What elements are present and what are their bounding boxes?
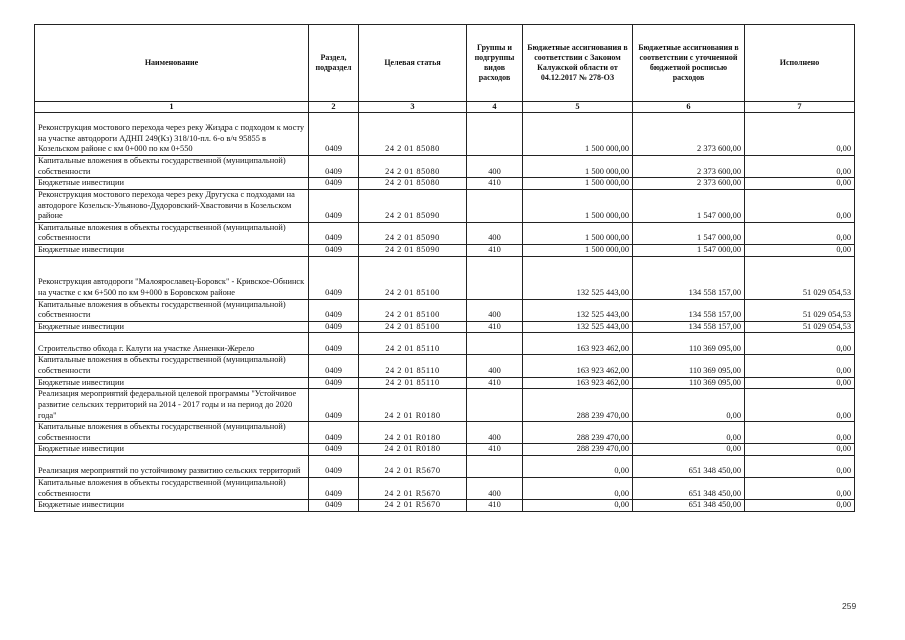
cell-executed: 0,00 (745, 455, 855, 477)
cell-target: 24 2 01 85090 (359, 244, 467, 256)
cell-executed: 0,00 (745, 189, 855, 222)
cell-section: 0409 (309, 244, 359, 256)
cell-law: 288 239 470,00 (523, 444, 633, 456)
cell-name: Реконструкция автодороги "Малоярославец-Боровск" - Кривское-Обнинск на участке с км 6+500 по км 9+000 в Боровском районе (35, 256, 309, 299)
table-row (35, 333, 855, 355)
cell-group: 410 (467, 178, 523, 190)
cell-name: Капитальные вложения в объекты государственной (муниципальной) собственности (35, 477, 309, 499)
cell-name: Капитальные вложения в объекты государственной (муниципальной) собственности (35, 355, 309, 377)
cell-law: 1 500 000,00 (523, 244, 633, 256)
cell-law: 0,00 (523, 455, 633, 477)
cell-group: 400 (467, 156, 523, 178)
cell-executed: 0,00 (745, 113, 855, 156)
cell-target: 24 2 01 85090 (359, 222, 467, 244)
cell-law: 132 525 443,00 (523, 321, 633, 333)
column-number: 2 (309, 102, 359, 113)
cell-section: 0409 (309, 178, 359, 190)
cell-executed: 0,00 (745, 477, 855, 499)
cell-group: 400 (467, 222, 523, 244)
cell-target: 24 2 01 85080 (359, 113, 467, 156)
table-row (35, 377, 855, 389)
cell-name: Строительство обхода г. Калуги на участке Анненки-Жерело (35, 333, 309, 355)
cell-section: 0409 (309, 477, 359, 499)
cell-section: 0409 (309, 156, 359, 178)
cell-revised: 651 348 450,00 (633, 477, 745, 499)
cell-name: Бюджетные инвестиции (35, 321, 309, 333)
cell-revised: 110 369 095,00 (633, 355, 745, 377)
header-expense-groups: Группы и подгруппы видов расходов (467, 25, 523, 102)
table-row (35, 355, 855, 377)
cell-target: 24 2 01 85080 (359, 156, 467, 178)
cell-name: Реконструкция мостового перехода через реку Другуска с подходами на автодороге Козельск-Ульяново-Дудоровский-Хвастовичи в Козельском районе (35, 189, 309, 222)
cell-section: 0409 (309, 256, 359, 299)
cell-target: 24 2 01 85110 (359, 333, 467, 355)
cell-group: 400 (467, 422, 523, 444)
cell-name: Бюджетные инвестиции (35, 444, 309, 456)
cell-executed: 0,00 (745, 333, 855, 355)
cell-group: 410 (467, 444, 523, 456)
header-target-article: Целевая статья (359, 25, 467, 102)
cell-target: 24 2 01 R0180 (359, 444, 467, 456)
cell-law: 132 525 443,00 (523, 256, 633, 299)
cell-section: 0409 (309, 222, 359, 244)
cell-revised: 134 558 157,00 (633, 256, 745, 299)
cell-name: Бюджетные инвестиции (35, 244, 309, 256)
table-row (35, 321, 855, 333)
cell-revised: 2 373 600,00 (633, 178, 745, 190)
cell-group (467, 389, 523, 422)
cell-section: 0409 (309, 500, 359, 512)
cell-section: 0409 (309, 321, 359, 333)
cell-group: 410 (467, 321, 523, 333)
table-row (35, 500, 855, 512)
cell-revised: 110 369 095,00 (633, 377, 745, 389)
cell-target: 24 2 01 85080 (359, 178, 467, 190)
column-number: 6 (633, 102, 745, 113)
cell-target: 24 2 01 85100 (359, 299, 467, 321)
cell-target: 24 2 01 R0180 (359, 389, 467, 422)
cell-target: 24 2 01 R5670 (359, 455, 467, 477)
cell-executed: 51 029 054,53 (745, 256, 855, 299)
cell-law: 1 500 000,00 (523, 178, 633, 190)
cell-executed: 0,00 (745, 222, 855, 244)
cell-executed: 0,00 (745, 389, 855, 422)
cell-target: 24 2 01 R5670 (359, 500, 467, 512)
cell-section: 0409 (309, 444, 359, 456)
table-row (35, 389, 855, 422)
cell-name: Капитальные вложения в объекты государственной (муниципальной) собственности (35, 422, 309, 444)
cell-law: 1 500 000,00 (523, 113, 633, 156)
cell-revised: 2 373 600,00 (633, 113, 745, 156)
cell-revised: 0,00 (633, 444, 745, 456)
cell-name: Реконструкция мостового перехода через реку Жиздра с подходом к мосту на участке автодороги АДНП 249(Кз) 318/10-пл. 6-о в/ч 95855 в Козельском районе с км 0+000 по км 0+550 (35, 113, 309, 156)
header-law-allocations: Бюджетные ассигнования в соответствии с Законом Калужской области от 04.12.2017 № 278-ОЗ (523, 25, 633, 102)
cell-target: 24 2 01 85090 (359, 189, 467, 222)
cell-law: 1 500 000,00 (523, 222, 633, 244)
cell-group: 410 (467, 377, 523, 389)
cell-target: 24 2 01 85100 (359, 321, 467, 333)
cell-name: Реализация мероприятий по устойчивому развитию сельских территорий (35, 455, 309, 477)
cell-revised: 1 547 000,00 (633, 189, 745, 222)
cell-section: 0409 (309, 377, 359, 389)
table-row (35, 422, 855, 444)
cell-law: 1 500 000,00 (523, 189, 633, 222)
cell-target: 24 2 01 R5670 (359, 477, 467, 499)
cell-group: 400 (467, 299, 523, 321)
cell-executed: 51 029 054,53 (745, 299, 855, 321)
cell-target: 24 2 01 85110 (359, 355, 467, 377)
cell-group (467, 189, 523, 222)
cell-name: Бюджетные инвестиции (35, 178, 309, 190)
table-row (35, 444, 855, 456)
cell-section: 0409 (309, 333, 359, 355)
cell-group (467, 113, 523, 156)
cell-group (467, 455, 523, 477)
cell-name: Бюджетные инвестиции (35, 500, 309, 512)
column-number: 5 (523, 102, 633, 113)
header-revised-allocations: Бюджетные ассигнования в соответствии с уточненной бюджетной росписью расходов (633, 25, 745, 102)
cell-revised: 2 373 600,00 (633, 156, 745, 178)
header-section: Раздел, подраздел (309, 25, 359, 102)
cell-group: 400 (467, 355, 523, 377)
table-row (35, 244, 855, 256)
cell-executed: 0,00 (745, 244, 855, 256)
header-row (35, 25, 855, 102)
cell-section: 0409 (309, 299, 359, 321)
cell-revised: 134 558 157,00 (633, 299, 745, 321)
cell-name: Капитальные вложения в объекты государственной (муниципальной) собственности (35, 299, 309, 321)
cell-law: 132 525 443,00 (523, 299, 633, 321)
cell-law: 0,00 (523, 500, 633, 512)
cell-revised: 110 369 095,00 (633, 333, 745, 355)
cell-revised: 134 558 157,00 (633, 321, 745, 333)
cell-revised: 1 547 000,00 (633, 222, 745, 244)
header-name: Наименование (35, 25, 309, 102)
cell-executed: 0,00 (745, 444, 855, 456)
cell-law: 163 923 462,00 (523, 377, 633, 389)
table-row (35, 113, 855, 156)
column-number-row (35, 102, 855, 113)
table-row (35, 156, 855, 178)
table-row (35, 222, 855, 244)
table-row (35, 477, 855, 499)
cell-name: Реализация мероприятий федеральной целевой программы "Устойчивое развитие сельских территорий на 2014 - 2017 годы и на период до 2020 года" (35, 389, 309, 422)
header-executed: Исполнено (745, 25, 855, 102)
cell-executed: 0,00 (745, 422, 855, 444)
cell-name: Капитальные вложения в объекты государственной (муниципальной) собственности (35, 156, 309, 178)
column-number: 3 (359, 102, 467, 113)
cell-executed: 0,00 (745, 355, 855, 377)
table-row (35, 256, 855, 299)
cell-law: 0,00 (523, 477, 633, 499)
cell-section: 0409 (309, 355, 359, 377)
cell-revised: 1 547 000,00 (633, 244, 745, 256)
column-number: 7 (745, 102, 855, 113)
cell-group (467, 333, 523, 355)
cell-name: Бюджетные инвестиции (35, 377, 309, 389)
cell-law: 288 239 470,00 (523, 389, 633, 422)
table-row (35, 189, 855, 222)
budget-table (34, 24, 855, 512)
cell-executed: 51 029 054,53 (745, 321, 855, 333)
cell-section: 0409 (309, 113, 359, 156)
cell-revised: 0,00 (633, 389, 745, 422)
cell-section: 0409 (309, 455, 359, 477)
cell-group: 410 (467, 244, 523, 256)
table-row (35, 299, 855, 321)
table-row (35, 455, 855, 477)
cell-target: 24 2 01 R0180 (359, 422, 467, 444)
cell-executed: 0,00 (745, 377, 855, 389)
cell-target: 24 2 01 85100 (359, 256, 467, 299)
cell-law: 288 239 470,00 (523, 422, 633, 444)
page-number: 259 (842, 601, 857, 611)
cell-name: Капитальные вложения в объекты государственной (муниципальной) собственности (35, 222, 309, 244)
cell-executed: 0,00 (745, 500, 855, 512)
table-row (35, 178, 855, 190)
cell-revised: 651 348 450,00 (633, 500, 745, 512)
column-number: 1 (35, 102, 309, 113)
cell-target: 24 2 01 85110 (359, 377, 467, 389)
cell-law: 163 923 462,00 (523, 355, 633, 377)
cell-revised: 651 348 450,00 (633, 455, 745, 477)
cell-law: 1 500 000,00 (523, 156, 633, 178)
cell-revised: 0,00 (633, 422, 745, 444)
cell-section: 0409 (309, 422, 359, 444)
cell-law: 163 923 462,00 (523, 333, 633, 355)
cell-group: 400 (467, 477, 523, 499)
cell-group (467, 256, 523, 299)
cell-section: 0409 (309, 389, 359, 422)
cell-section: 0409 (309, 189, 359, 222)
cell-executed: 0,00 (745, 156, 855, 178)
column-number: 4 (467, 102, 523, 113)
cell-executed: 0,00 (745, 178, 855, 190)
cell-group: 410 (467, 500, 523, 512)
